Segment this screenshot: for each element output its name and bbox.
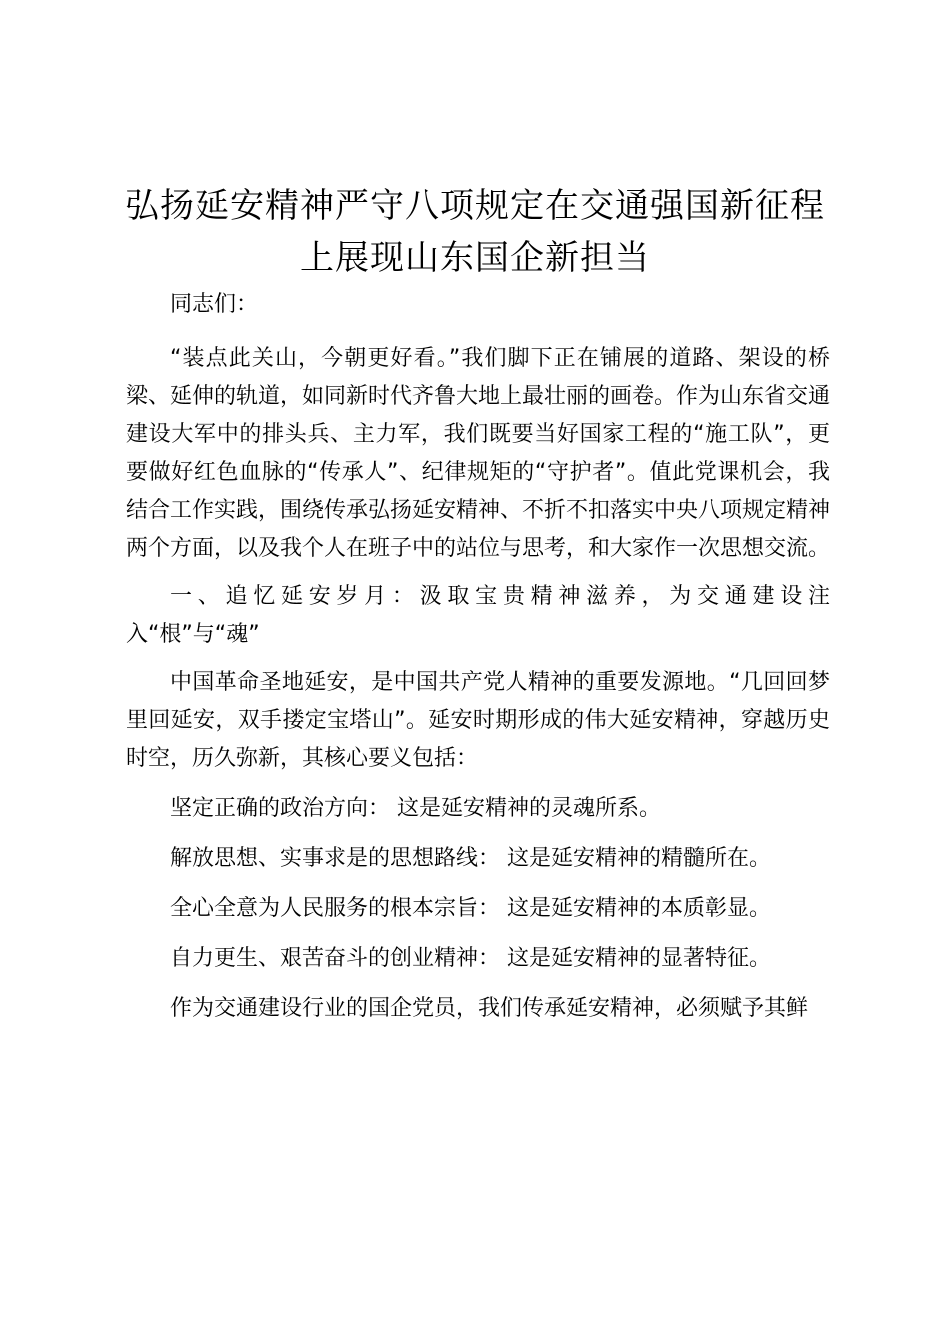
intro-paragraph: “装点此关山，今朝更好看。”我们脚下正在铺展的道路、架设的桥梁、延伸的轨道，如同新时代齐鲁大地上最壮丽的画卷。作为山东省交通建设大军中的排头兵、主力军，我们既要当好国家工程的“施工队”，更要做好红色血脉的“传承人”、纪律规矩的“守护者”。值此党课机会，我结合工作实践，围绕传承弘扬延安精神、不折不扣落实中央八项规定精神两个方面，以及我个人在班子中的站位与思考，和大家作一次思想交流。: [126, 346, 831, 561]
document-body: [126, 286, 830, 1032]
section-heading: 一、追忆延安岁月：汲取宝贵精神滋养，为交通建设注入“根”与“魂”: [126, 584, 830, 647]
core-point-paragraph: 解放思想、实事求是的思想路线： 这是延安精神的精髓所在。: [170, 846, 771, 871]
salutation-paragraph: 同志们：: [170, 292, 259, 317]
closing-paragraph: 作为交通建设行业的国企党员，我们传承延安精神，必须赋予其鲜: [170, 996, 809, 1021]
core-point-paragraph: 自力更生、艰苦奋斗的创业精神： 这是延安精神的显著特征。: [170, 946, 771, 971]
core-point-paragraph: 全心全意为人民服务的根本宗旨： 这是延安精神的本质彰显。: [170, 896, 771, 921]
yanan-paragraph: 中国革命圣地延安，是中国共产党人精神的重要发源地。“几回回梦里回延安，双手搂定宝塔山”。延安时期形成的伟大延安精神，穿越历史时空，历久弥新，其核心要义包括：: [126, 670, 830, 771]
document-title: 弘扬延安精神严守八项规定在交通强国新征程上展现山东国企新担当: [125, 186, 825, 278]
core-point-paragraph: 坚定正确的政治方向： 这是延安精神的灵魂所系。: [170, 796, 661, 821]
